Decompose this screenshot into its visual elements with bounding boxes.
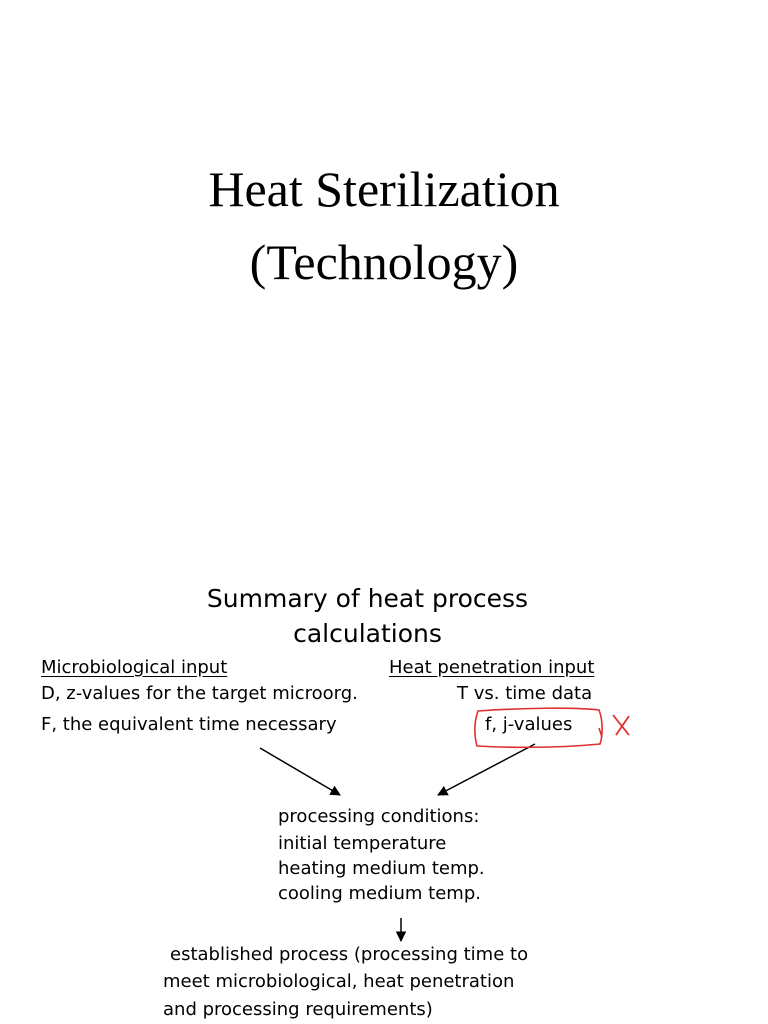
established-process-line-2: meet microbiological, heat penetration [163, 971, 515, 992]
processing-conditions-label: processing conditions: [278, 806, 480, 827]
arrow-right [438, 744, 535, 795]
microbiological-input-header: Microbiological input [41, 657, 228, 678]
microbiological-item-f: F, the equivalent time necessary [41, 714, 337, 735]
heat-item-t-vs-time: T vs. time data [457, 683, 593, 704]
slide-title-line-2: (Technology) [249, 234, 519, 290]
microbiological-item-dz: D, z-values for the target microorg. [41, 683, 358, 704]
established-process-line-3: and processing requirements) [163, 999, 433, 1020]
summary-heading-line-1: Summary of heat process [206, 584, 529, 613]
processing-condition-item: heating medium temp. [278, 858, 485, 879]
established-process-line-1: established process (processing time to [170, 944, 529, 965]
heat-item-fj-values: f, j-values [485, 714, 573, 735]
processing-condition-item: cooling medium temp. [278, 883, 481, 904]
summary-heading-line-2: calculations [293, 619, 442, 648]
heat-penetration-input-header: Heat penetration input [389, 657, 595, 678]
processing-condition-item: initial temperature [278, 833, 447, 854]
arrow-left [260, 748, 340, 795]
slide-title-line-1: Heat Sterilization [208, 161, 560, 217]
red-circle-annotation [475, 708, 602, 747]
x-mark-icon [613, 715, 629, 735]
